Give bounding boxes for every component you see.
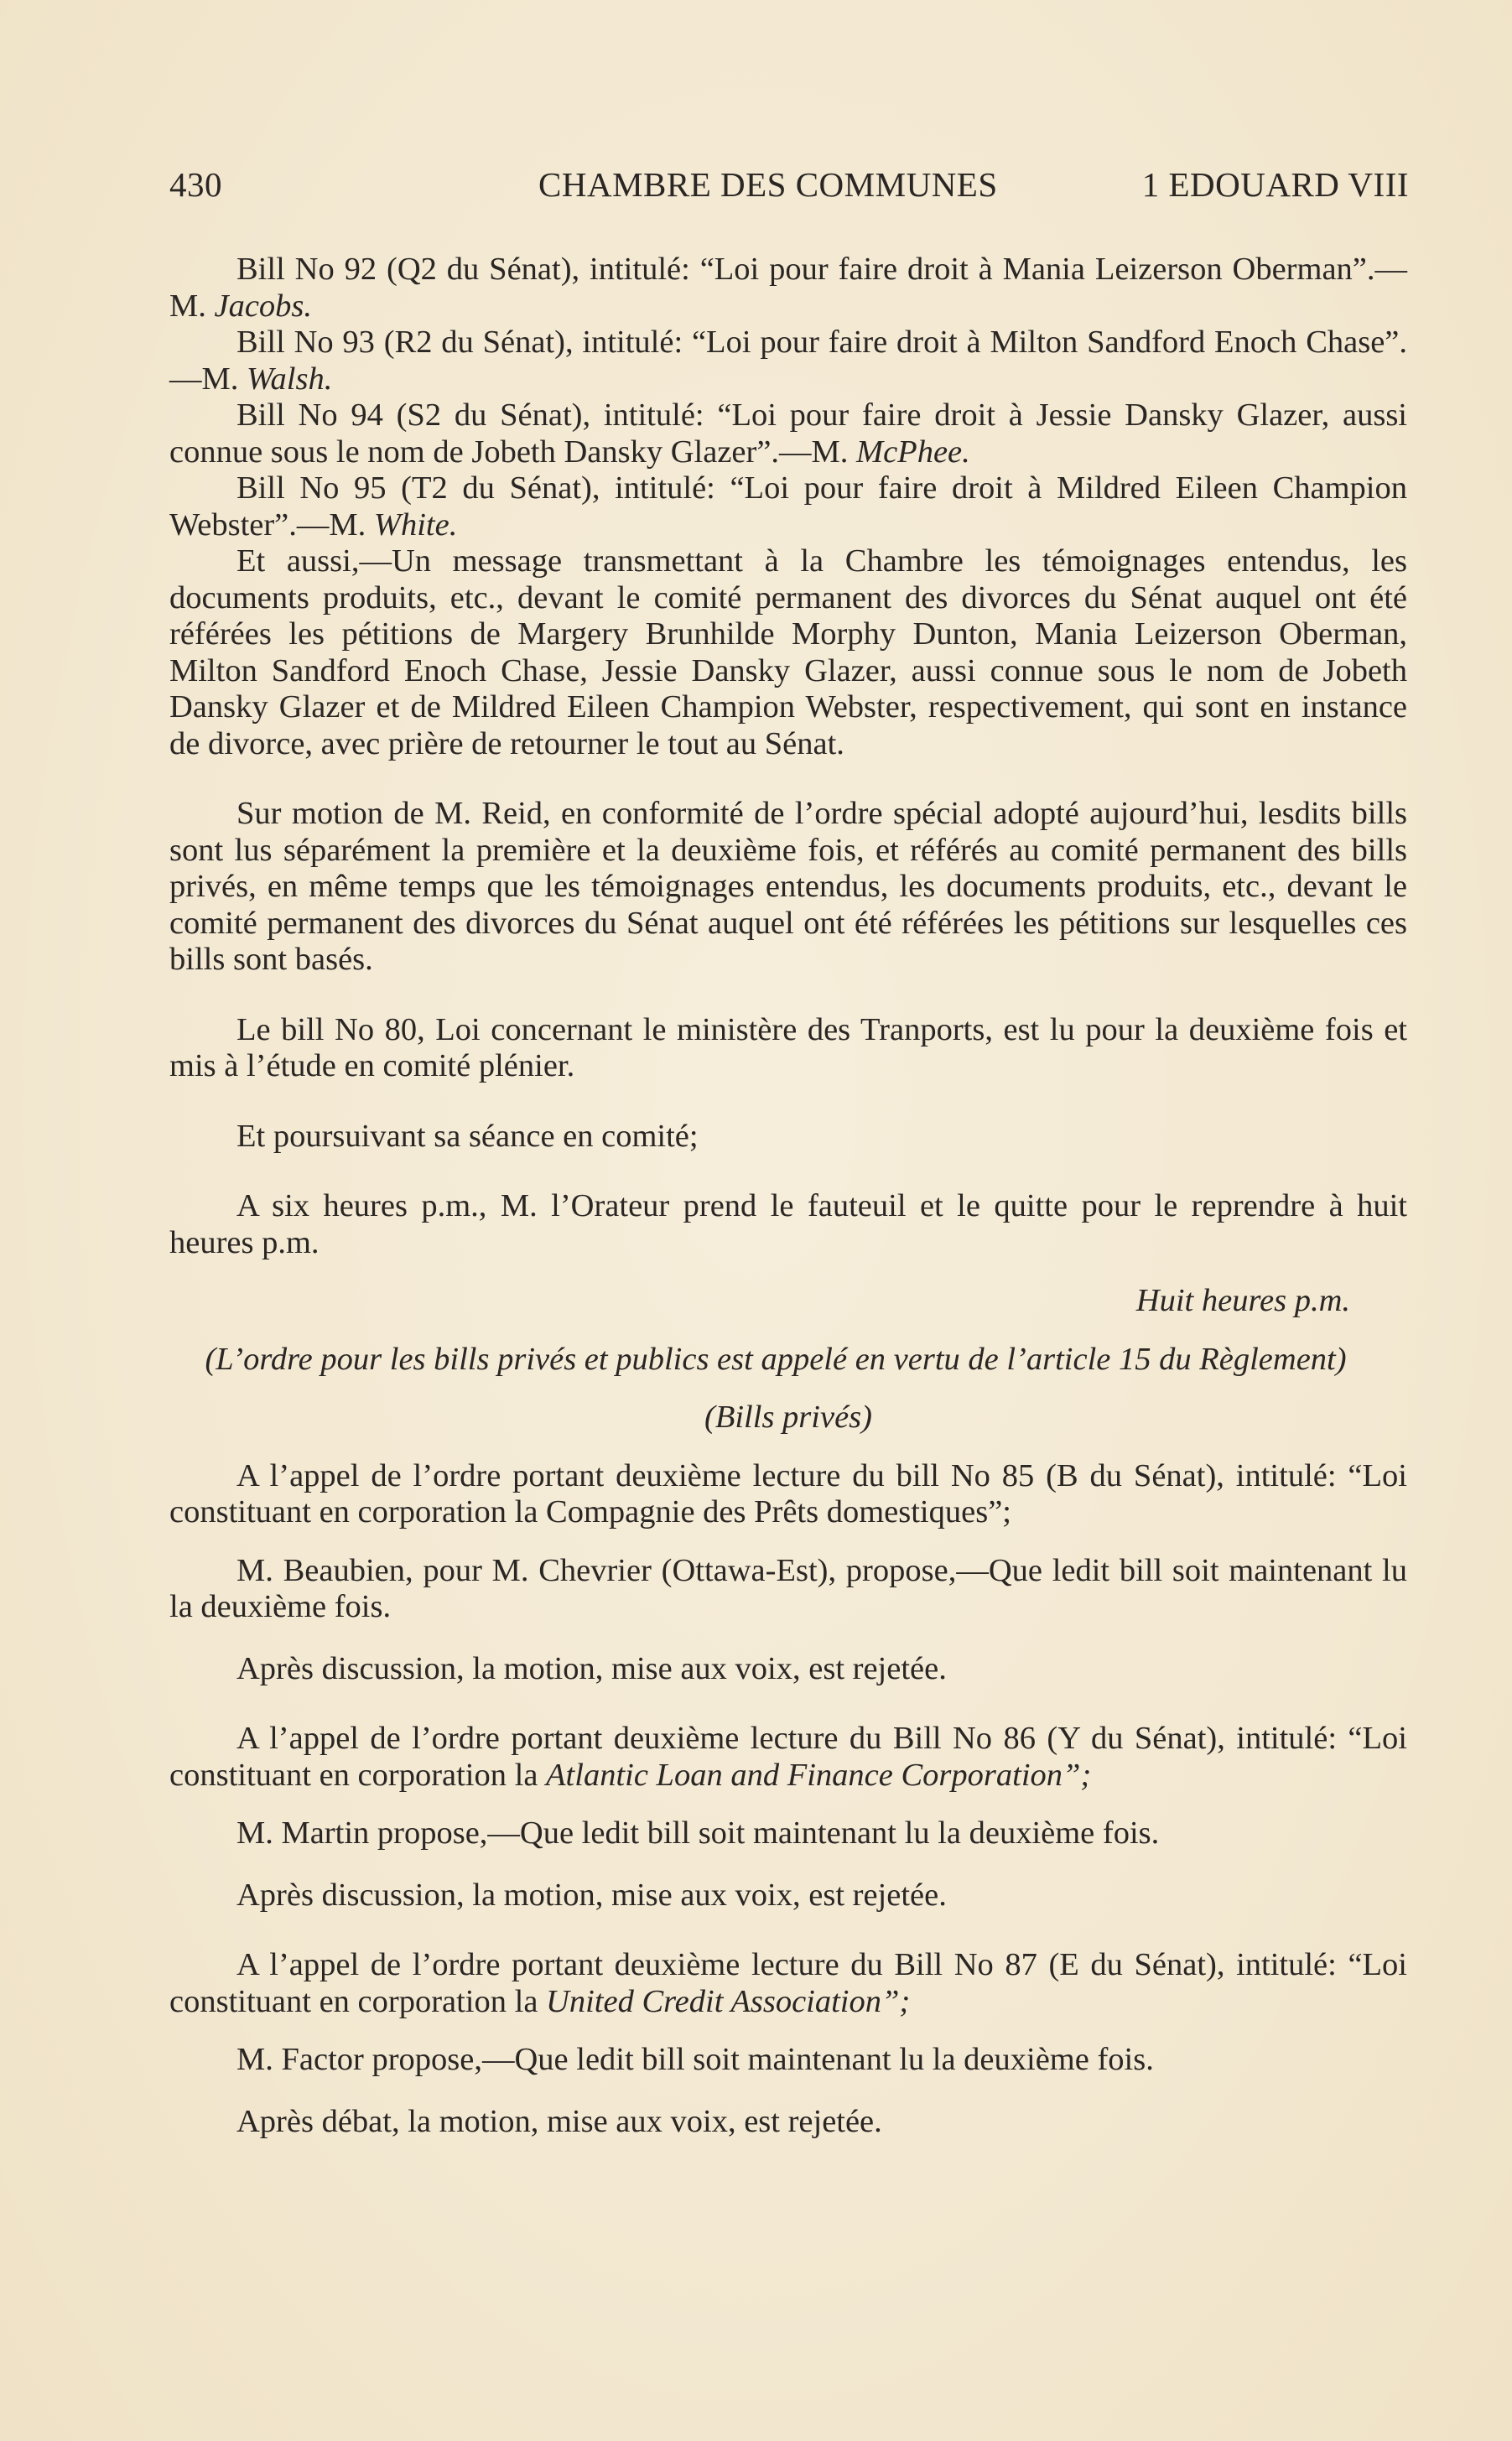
bill85-result-paragraph: Après discussion, la motion, mise aux voix, est rejetée. [236, 1650, 947, 1686]
bill85-motion-paragraph: M. Beaubien, pour M. Chevrier (Ottawa-Est), propose,—Que ledit bill soit maintenant lu la deuxième fois. [169, 1552, 1407, 1624]
order-note: (L’ordre pour les bills privés et publics est appelé en vertu de l’article 15 du Règlement) [205, 1341, 1347, 1377]
sponsor-name: White. [373, 506, 458, 543]
bill87-result-paragraph: Après débat, la motion, mise aux voix, est rejetée. [236, 2103, 882, 2139]
bill86-result-paragraph: Après discussion, la motion, mise aux voix, est rejetée. [236, 1877, 947, 1913]
section-heading: (Bills privés) [704, 1400, 872, 1435]
bill86-motion-paragraph: M. Martin propose,—Que ledit bill soit maintenant lu la deuxième fois. [236, 1815, 1160, 1851]
running-title: CHAMBRE DES COMMUNES [538, 165, 998, 204]
session-label: 1 EDOUARD VIII [1141, 165, 1409, 204]
bill85-call-paragraph: A l’appel de l’ordre portant deuxième lecture du bill No 85 (B du Sénat), intitulé: “Loi constituant en corporation la Compagnie des Prêts domestiques”; [169, 1457, 1407, 1530]
page-body [169, 252, 1407, 2140]
time-heading: Huit heures p.m. [1135, 1283, 1350, 1318]
bill-entry: Bill No 94 (S2 du Sénat), intitulé: “Loi pour faire droit à Jessie Dansky Glazer, aussi connue sous le nom de Jobeth Dansky Glazer”.—M. McPhee. [169, 397, 1407, 470]
bill87-motion-paragraph: M. Factor propose,—Que ledit bill soit maintenant lu la deuxième fois. [236, 2042, 1154, 2077]
sponsor-name: McPhee. [856, 434, 970, 470]
page-header [169, 164, 1409, 206]
page-number: 430 [169, 165, 222, 204]
reid-motion-paragraph: Sur motion de M. Reid, en conformité de l’ordre spécial adopté aujourd’hui, lesdits bills sont lus séparément la première et la deuxième fois, et référés au comité permanent des bills privés, en même temps que les témoignages entendus, les documents produits, etc., devant le comité permanent des divorces du Sénat auquel ont été référées les pétitions sur lesquelles ces bills sont basés. [169, 796, 1407, 977]
committee-paragraph: Et poursuivant sa séance en comité; [236, 1118, 699, 1154]
bill87-call-paragraph: A l’appel de l’ordre portant deuxième lecture du Bill No 87 (E du Sénat), intitulé: “Loi constituant en corporation la United Credit Association”; [169, 1947, 1407, 2019]
bill80-paragraph: Le bill No 80, Loi concernant le ministère des Tranports, est lu pour la deuxième fois et mis à l’étude en comité plénier. [169, 1011, 1407, 1083]
corporation-name: Atlantic Loan and Finance Corporation”; [546, 1757, 1092, 1793]
bill-entry: Bill No 95 (T2 du Sénat), intitulé: “Loi pour faire droit à Mildred Eileen Champion Webster”.—M. White. [169, 470, 1407, 543]
bill86-call-paragraph: A l’appel de l’ordre portant deuxième lecture du Bill No 86 (Y du Sénat), intitulé: “Loi constituant en corporation la Atlantic Loan and Finance Corporation”; [169, 1721, 1407, 1793]
sponsor-name: Jacobs. [214, 288, 313, 324]
senate-message-paragraph: Et aussi,—Un message transmettant à la Chambre les témoignages entendus, les documents produits, etc., devant le comité permanent des divorces du Sénat auquel ont été référées les pétitions de Margery Brunhilde Morphy Dunton, Mania Leizerson Oberman, Milton Sandford Enoch Chase, Jessie Dansky Glazer, aussi connue sous le nom de Jobeth Dansky Glazer et de Mildred Eileen Champion Webster, respectivement, qui sont en instance de divorce, avec prière de retourner le tout au Sénat. [169, 543, 1407, 761]
bill-entry: Bill No 93 (R2 du Sénat), intitulé: “Loi pour faire droit à Milton Sandford Enoch Chase”.—M. Walsh. [169, 325, 1407, 397]
bill-entry: Bill No 92 (Q2 du Sénat), intitulé: “Loi pour faire droit à Mania Leizerson Oberman”.—M. Jacobs. [169, 252, 1407, 324]
sponsor-name: Walsh. [246, 361, 333, 397]
corporation-name: United Credit Association”; [546, 1983, 911, 2019]
six-hours-paragraph: A six heures p.m., M. l’Orateur prend le fauteuil et le quitte pour le reprendre à huit heures p.m. [169, 1188, 1407, 1260]
